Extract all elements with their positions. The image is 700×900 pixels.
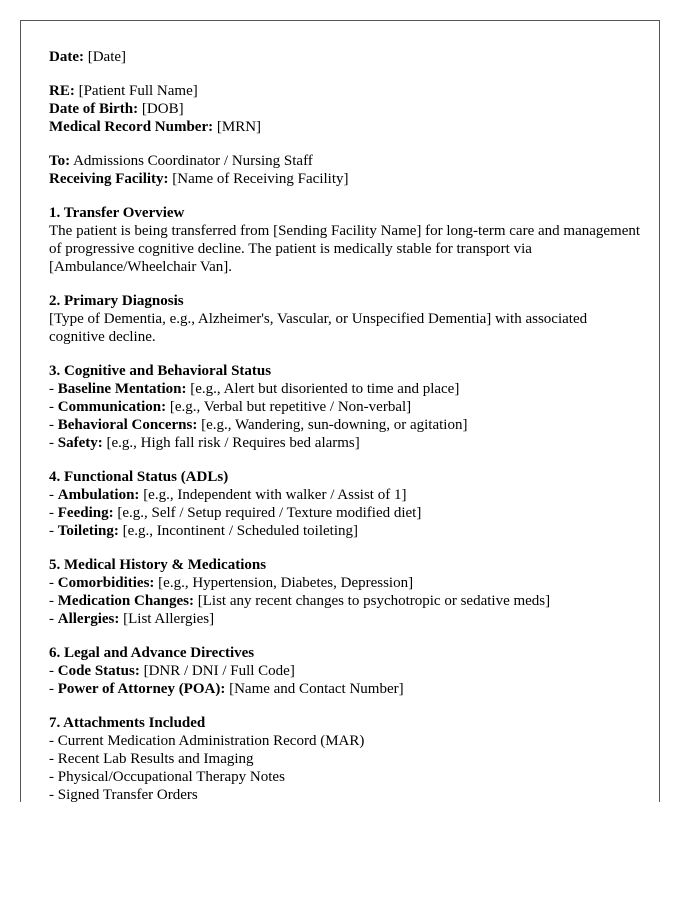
to-line [49,152,645,170]
list-item: - Baseline Mentation: [e.g., Alert but disoriented to time and place] [49,381,460,397]
date-line [49,48,645,66]
attachment-item: - Signed Transfer Orders [49,787,198,802]
facility-line [49,170,645,188]
item-label: Power of Attorney (POA): [57,681,226,697]
item-label: Allergies: [57,611,120,627]
item-label: Baseline Mentation: [57,381,187,397]
to-value: Admissions Coordinator / Nursing Staff [73,153,313,169]
item-label: Comorbidities: [57,575,155,591]
list-item: - Toileting: [e.g., Incontinent / Scheduled toileting] [49,523,358,539]
item-value: [DNR / DNI / Full Code] [143,663,295,679]
list-item: - Comorbidities: [e.g., Hypertension, Diabetes, Depression] [49,575,414,591]
mrn-line [49,118,645,136]
facility-label: Receiving Facility: [49,171,169,187]
to-label: To: [49,153,71,169]
attachment-item: - Physical/Occupational Therapy Notes [49,769,285,785]
section-heading-primary-diagnosis: 2. Primary Diagnosis [49,293,184,309]
list-item: - Feeding: [e.g., Self / Setup required / Texture modified diet] [49,505,422,521]
item-value: [e.g., Hypertension, Diabetes, Depression] [158,575,414,591]
item-label: Safety: [57,435,103,451]
item-value: [List any recent changes to psychotropic or sedative meds] [197,593,551,609]
section-heading-legal-directives: 6. Legal and Advance Directives [49,645,255,661]
item-label: Code Status: [57,663,140,679]
list-item: - Allergies: [List Allergies] [49,611,215,627]
re-label: RE: [49,83,75,99]
item-value: [e.g., Incontinent / Scheduled toileting] [122,523,358,539]
item-value: [e.g., Self / Setup required / Texture modified diet] [117,505,422,521]
dob-value: [DOB] [141,101,184,117]
document-page [20,20,660,802]
item-value: [Name and Contact Number] [229,681,404,697]
attachment-item: - Recent Lab Results and Imaging [49,751,254,767]
list-item: - Ambulation: [e.g., Independent with walker / Assist of 1] [49,487,407,503]
section-heading-functional-status: 4. Functional Status (ADLs) [49,469,229,485]
dob-label: Date of Birth: [49,101,139,117]
list-item: - Medication Changes: [List any recent changes to psychotropic or sedative meds] [49,593,551,609]
item-value: [e.g., High fall risk / Requires bed alarms] [106,435,360,451]
item-label: Ambulation: [57,487,140,503]
list-item: - Behavioral Concerns: [e.g., Wandering, sun-downing, or agitation] [49,417,468,433]
re-value: [Patient Full Name] [78,83,198,99]
re-line [49,82,645,100]
dob-line [49,100,645,118]
transfer-overview-text: The patient is being transferred from [Sending Facility Name] for long-term care and management of progressive cognitive decline. The patient is medically stable for transport via [Ambulance/Wheelchair Van]. [49,223,641,275]
item-label: Communication: [57,399,167,415]
item-label: Toileting: [57,523,119,539]
item-label: Feeding: [57,505,114,521]
item-label: Medication Changes: [57,593,194,609]
item-value: [e.g., Verbal but repetitive / Non-verbal] [169,399,412,415]
section-heading-medical-history: 5. Medical History & Medications [49,557,267,573]
item-value: [List Allergies] [123,611,215,627]
date-value: [Date] [87,49,127,65]
attachment-item: - Current Medication Administration Record (MAR) [49,733,365,749]
section-heading-transfer-overview: 1. Transfer Overview [49,205,185,221]
facility-value: [Name of Receiving Facility] [172,171,349,187]
item-value: [e.g., Alert but disoriented to time and place] [190,381,460,397]
item-value: [e.g., Wandering, sun-downing, or agitation] [201,417,468,433]
item-value: [e.g., Independent with walker / Assist of 1] [143,487,407,503]
item-label: Behavioral Concerns: [57,417,198,433]
date-label: Date: [49,49,84,65]
mrn-label: Medical Record Number: [49,119,214,135]
list-item: - Power of Attorney (POA): [Name and Contact Number] [49,681,404,697]
list-item: - Communication: [e.g., Verbal but repetitive / Non-verbal] [49,399,412,415]
section-heading-cognitive-status: 3. Cognitive and Behavioral Status [49,363,272,379]
section-heading-attachments: 7. Attachments Included [49,715,206,731]
primary-diagnosis-text: [Type of Dementia, e.g., Alzheimer's, Vascular, or Unspecified Dementia] with associated cognitive decline. [49,311,588,345]
list-item: - Safety: [e.g., High fall risk / Requires bed alarms] [49,435,360,451]
document-body [49,48,645,802]
mrn-value: [MRN] [216,119,262,135]
list-item: - Code Status: [DNR / DNI / Full Code] [49,663,295,679]
